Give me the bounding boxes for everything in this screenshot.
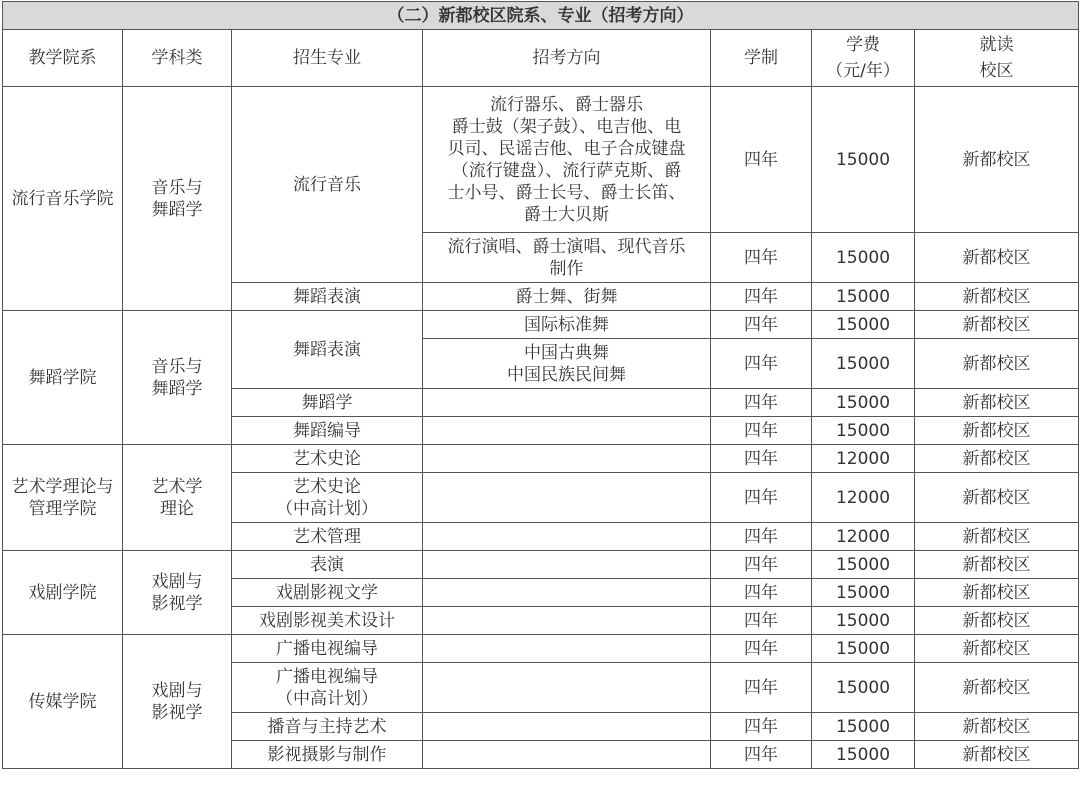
discipline-line: 音乐与 (151, 356, 203, 377)
major-line: （中高计划） (276, 498, 378, 519)
direction-line: 贝司、民谣吉他、电子合成键盘 (447, 138, 686, 159)
discipline-line: 舞蹈学 (151, 378, 203, 399)
direction-cell (423, 741, 711, 769)
direction-cell (423, 389, 711, 417)
major-line: （中高计划） (276, 688, 378, 709)
discipline-line: 音乐与 (151, 177, 203, 198)
college-cell: 舞蹈学院 (3, 311, 123, 445)
major-cell: 艺术史论 (232, 445, 423, 473)
direction-cell (423, 579, 711, 607)
table-row (3, 551, 1079, 579)
direction-cell (423, 663, 711, 713)
discipline-line: 影视学 (151, 702, 203, 723)
major-line: 艺术史论 (293, 476, 361, 497)
fee-cell: 15000 (812, 311, 915, 339)
duration-cell: 四年 (711, 663, 812, 713)
fee-cell: 12000 (812, 473, 915, 523)
discipline-cell (123, 311, 232, 445)
fee-cell: 15000 (812, 579, 915, 607)
direction-cell (423, 445, 711, 473)
campus-cell: 新都校区 (915, 713, 1079, 741)
duration-cell: 四年 (711, 713, 812, 741)
fee-cell: 15000 (812, 283, 915, 311)
fee-cell: 15000 (812, 713, 915, 741)
direction-cell (423, 713, 711, 741)
discipline-line: 艺术学 (151, 476, 203, 497)
discipline-cell (123, 551, 232, 635)
direction-line: 士小号、爵士长号、爵士长笛、 (447, 182, 686, 203)
fee-cell: 12000 (812, 445, 915, 473)
discipline-cell (123, 445, 232, 551)
college-cell (3, 445, 123, 551)
campus-cell: 新都校区 (915, 87, 1079, 233)
campus-cell: 新都校区 (915, 233, 1079, 283)
direction-cell (423, 417, 711, 445)
campus-cell: 新都校区 (915, 663, 1079, 713)
major-cell: 舞蹈编导 (232, 417, 423, 445)
header-fee-line1: 学费 (846, 35, 880, 55)
campus-cell: 新都校区 (915, 741, 1079, 769)
college-line: 管理学院 (28, 498, 97, 519)
direction-line: 中国古典舞 (524, 342, 609, 363)
duration-cell: 四年 (711, 417, 812, 445)
table-caption: （二）新都校区院系、专业（招考方向） (3, 2, 1079, 30)
discipline-line: 舞蹈学 (151, 199, 203, 220)
admissions-table (2, 1, 1079, 769)
header-major: 招生专业 (232, 30, 423, 87)
duration-cell: 四年 (711, 579, 812, 607)
direction-cell (423, 523, 711, 551)
duration-cell: 四年 (711, 523, 812, 551)
header-direction: 招考方向 (423, 30, 711, 87)
duration-cell: 四年 (711, 551, 812, 579)
duration-cell: 四年 (711, 741, 812, 769)
direction-cell (423, 551, 711, 579)
campus-cell: 新都校区 (915, 607, 1079, 635)
direction-cell (423, 87, 711, 233)
major-cell: 艺术管理 (232, 523, 423, 551)
direction-cell (423, 607, 711, 635)
header-campus-line1: 就读 (979, 35, 1014, 55)
fee-cell: 12000 (812, 523, 915, 551)
fee-cell: 15000 (812, 339, 915, 389)
campus-cell: 新都校区 (915, 389, 1079, 417)
header-fee-line2: （元/年） (826, 61, 900, 81)
major-cell: 影视摄影与制作 (232, 741, 423, 769)
major-cell: 播音与主持艺术 (232, 713, 423, 741)
major-cell: 舞蹈表演 (232, 311, 423, 389)
fee-cell: 15000 (812, 389, 915, 417)
major-cell: 戏剧影视美术设计 (232, 607, 423, 635)
discipline-cell (123, 635, 232, 769)
discipline-line: 戏剧与 (151, 571, 203, 592)
fee-cell: 15000 (812, 741, 915, 769)
header-discipline: 学科类 (123, 30, 232, 87)
header-campus-line2: 校区 (979, 61, 1014, 81)
fee-cell: 15000 (812, 635, 915, 663)
direction-cell (423, 635, 711, 663)
table-row (3, 445, 1079, 473)
direction-line: 中国民族民间舞 (507, 364, 626, 385)
fee-cell: 15000 (812, 663, 915, 713)
direction-line: 爵士鼓（架子鼓）、电吉他、电 (451, 116, 682, 137)
college-cell: 戏剧学院 (3, 551, 123, 635)
direction-cell (423, 473, 711, 523)
major-cell (232, 663, 423, 713)
major-cell (232, 473, 423, 523)
campus-cell: 新都校区 (915, 339, 1079, 389)
fee-cell: 15000 (812, 417, 915, 445)
campus-cell: 新都校区 (915, 473, 1079, 523)
fee-cell: 15000 (812, 87, 915, 233)
duration-cell: 四年 (711, 389, 812, 417)
table-row (3, 87, 1079, 233)
fee-cell: 15000 (812, 233, 915, 283)
duration-cell: 四年 (711, 283, 812, 311)
duration-cell: 四年 (711, 445, 812, 473)
header-row (3, 30, 1079, 87)
duration-cell: 四年 (711, 87, 812, 233)
discipline-line: 戏剧与 (151, 680, 203, 701)
campus-cell: 新都校区 (915, 523, 1079, 551)
major-line: 广播电视编导 (276, 666, 378, 687)
duration-cell: 四年 (711, 339, 812, 389)
major-cell: 舞蹈表演 (232, 283, 423, 311)
major-cell: 戏剧影视文学 (232, 579, 423, 607)
fee-cell: 15000 (812, 607, 915, 635)
table-row (3, 635, 1079, 663)
campus-cell: 新都校区 (915, 635, 1079, 663)
campus-cell: 新都校区 (915, 445, 1079, 473)
college-cell: 流行音乐学院 (3, 87, 123, 311)
direction-line: 流行器乐、爵士器乐 (490, 94, 643, 115)
duration-cell: 四年 (711, 233, 812, 283)
major-cell: 表演 (232, 551, 423, 579)
duration-cell: 四年 (711, 311, 812, 339)
header-college: 教学院系 (3, 30, 123, 87)
major-cell: 广播电视编导 (232, 635, 423, 663)
header-duration: 学制 (711, 30, 812, 87)
campus-cell: 新都校区 (915, 551, 1079, 579)
direction-cell (423, 233, 711, 283)
direction-line: 制作 (549, 258, 584, 279)
campus-cell: 新都校区 (915, 417, 1079, 445)
duration-cell: 四年 (711, 607, 812, 635)
direction-cell: 爵士舞、街舞 (423, 283, 711, 311)
direction-line: 爵士大贝斯 (524, 204, 609, 225)
college-cell: 传媒学院 (3, 635, 123, 769)
duration-cell: 四年 (711, 635, 812, 663)
direction-cell: 国际标准舞 (423, 311, 711, 339)
campus-cell: 新都校区 (915, 311, 1079, 339)
major-cell: 流行音乐 (232, 87, 423, 283)
direction-cell (423, 339, 711, 389)
header-campus (915, 30, 1079, 87)
table-row (3, 311, 1079, 339)
campus-cell: 新都校区 (915, 579, 1079, 607)
direction-line: （流行键盘）、流行萨克斯、爵 (451, 160, 682, 181)
major-cell: 舞蹈学 (232, 389, 423, 417)
campus-cell: 新都校区 (915, 283, 1079, 311)
discipline-line: 影视学 (151, 593, 203, 614)
header-fee (812, 30, 915, 87)
college-line: 艺术学理论与 (11, 476, 114, 497)
discipline-line: 理论 (160, 498, 194, 519)
duration-cell: 四年 (711, 473, 812, 523)
fee-cell: 15000 (812, 551, 915, 579)
discipline-cell (123, 87, 232, 311)
direction-line: 流行演唱、爵士演唱、现代音乐 (447, 236, 686, 257)
